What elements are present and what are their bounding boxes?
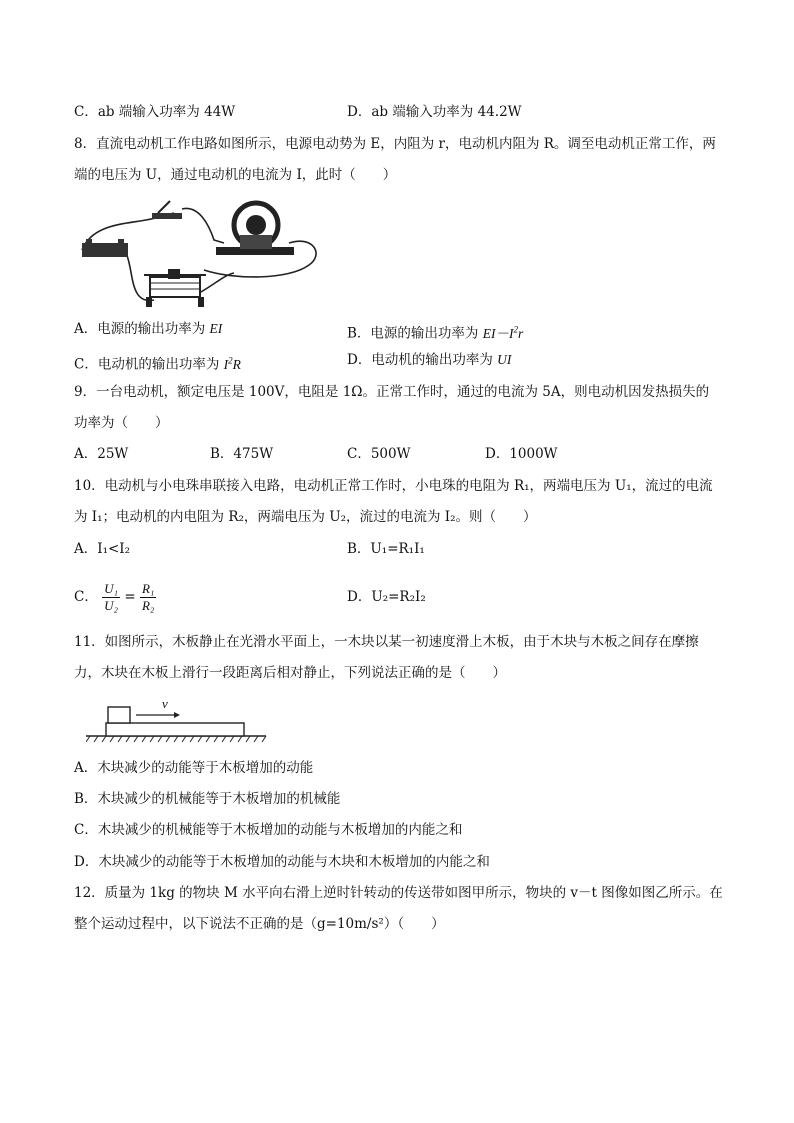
q8-option-a: A．电源的输出功率为 EI — [74, 321, 223, 337]
q10-option-c-label: C． — [74, 589, 98, 605]
q9-option-d: D．1000W — [485, 446, 558, 462]
q9-option-a: A．25W — [74, 446, 129, 462]
q7-option-d: D．ab 端输入功率为 44.2W — [347, 104, 522, 120]
q10-fraction-u — [102, 581, 120, 614]
q10-frac-r-num: R₁ — [141, 581, 155, 596]
q11-stem-line1: 11．如图所示，木板静止在光滑水平面上，一木块以某一初速度滑上木板，由于木块与木板之间存在摩擦 — [74, 634, 699, 650]
q10-stem-line1: 10．电动机与小电珠串联接入电路，电动机正常工作时，小电珠的电阻为 R₁，两端电压为 U₁，流过的电流 — [74, 478, 713, 494]
q9-option-b: B．475W — [210, 446, 274, 462]
q7-option-c: C．ab 端输入功率为 44W — [74, 104, 236, 120]
q10-stem-line2: 为 I₁；电动机的内电阻为 R₂，两端电压为 U₂，流过的电流为 I₂。则（ ） — [74, 509, 537, 525]
q10-fraction-r — [140, 581, 156, 614]
q10-option-d: D．U₂=R₂I₂ — [347, 589, 426, 605]
q11-stem-line2: 力，木块在木板上滑行一段距离后相对静止，下列说法正确的是（ ） — [74, 665, 506, 681]
q11-option-c: C．木块减少的机械能等于木板增加的动能与木板增加的内能之和 — [74, 822, 463, 838]
q9-stem-line2: 功率为（ ） — [74, 415, 169, 431]
q10-frac-u-den: U₂ — [104, 598, 119, 613]
q10-option-a: A．I₁<I₂ — [74, 541, 131, 557]
q12-stem-line1: 12．质量为 1kg 的物块 M 水平向右滑上逆时针转动的传送带如图甲所示，物块的 v－t 图像如图乙所示。在 — [74, 885, 723, 901]
q10-frac-u-num: U₁ — [104, 581, 119, 596]
q10-equals: = — [124, 589, 136, 605]
motor-circuit-figure — [74, 195, 324, 310]
q9-stem-line1: 9．一台电动机，额定电压是 100V，电阻是 1Ω。正常工作时，通过的电流为 5A，则电动机因发热损失的 — [74, 384, 710, 400]
q12-stem-line2: 整个运动过程中，以下说法不正确的是（g=10m/s²）（ ） — [74, 916, 445, 932]
block-on-board-figure — [86, 695, 268, 747]
q10-frac-r-den: R₂ — [141, 598, 155, 613]
q8-option-b: B．电源的输出功率为 $EI-I^2r$ — [347, 324, 524, 342]
q10-option-b: B．U₁=R₁I₁ — [347, 541, 425, 557]
q8-stem-line2: 端的电压为 U，通过电动机的电流为 I，此时（ ） — [74, 167, 397, 183]
q9-option-c: C．500W — [347, 446, 411, 462]
q11-option-d: D．木块减少的动能等于木板增加的动能与木块和木板增加的内能之和 — [74, 854, 490, 870]
figure-velocity-label: v — [162, 696, 168, 711]
q10-option-c — [74, 575, 156, 619]
q11-option-a: A．木块减少的动能等于木板增加的动能 — [74, 760, 314, 776]
q8-stem-line1: 8．直流电动机工作电路如图所示，电源电动势为 E，内阻为 r，电动机内阻为 R。调至电动机正常工作，两 — [74, 136, 716, 152]
q8-option-d: D．电动机的输出功率为 UI — [347, 352, 512, 368]
q8-option-c: C．电动机的输出功率为 $I^2R$ — [74, 355, 241, 373]
q11-option-b: B．木块减少的机械能等于木板增加的机械能 — [74, 791, 341, 807]
